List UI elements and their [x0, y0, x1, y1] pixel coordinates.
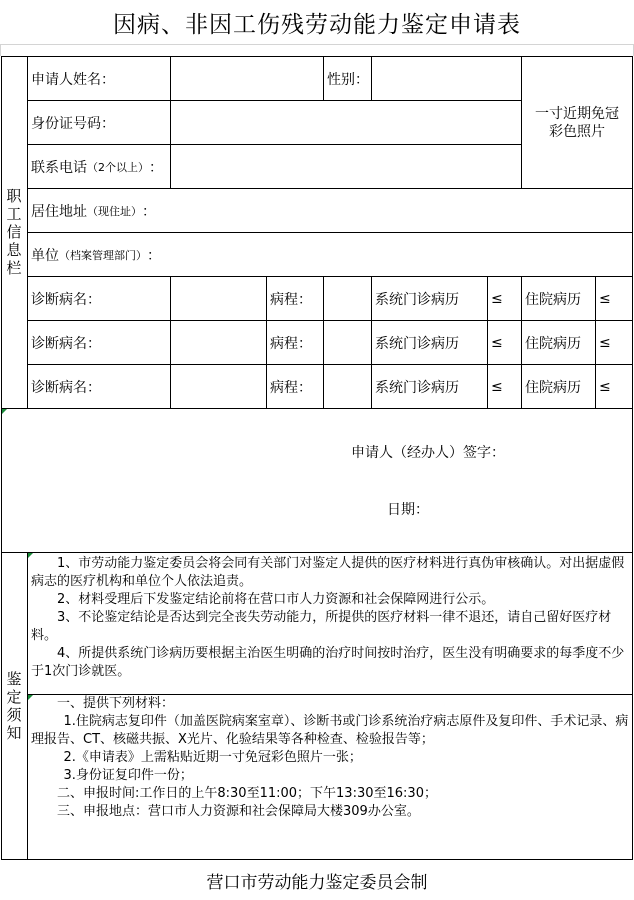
section-char: 栏: [6, 259, 22, 277]
id-number-input[interactable]: [171, 101, 524, 144]
phone-note: （2个以上）: [87, 160, 149, 174]
gender-label: 性别：: [327, 71, 369, 88]
course-label: 病程：: [270, 291, 312, 308]
gridline: [0, 44, 1, 56]
colon: ：: [149, 159, 163, 176]
phone-label-text: 联系电话: [31, 159, 87, 176]
materials-item: 1.住院病志复印件（加盖医院病案室章）、诊断书或门诊系统治疗病志原件及复印件、手术记录、病理报告、CT、核磁共振、X光片、化验结果等各种检查、检验报告等；: [31, 714, 629, 747]
diagnosis-label: 诊断病名：: [31, 379, 101, 396]
colon: ：: [147, 247, 161, 264]
outpatient-label: 系统门诊病历: [375, 335, 459, 352]
name-label: 申请人姓名：: [31, 71, 115, 88]
id-number-label: 身份证号码：: [31, 115, 115, 132]
diagnosis-label: 诊断病名：: [31, 291, 101, 308]
row-line: [1, 408, 633, 409]
name-input[interactable]: [171, 57, 326, 100]
address-label-text: 居住地址: [31, 203, 87, 220]
form-title: 因病、非因工伤残劳动能力鉴定申请表: [113, 11, 521, 38]
employer-label-text: 单位: [31, 247, 59, 264]
course-label: 病程：: [270, 379, 312, 396]
row-line: [1, 552, 633, 553]
signature-input[interactable]: [520, 440, 631, 464]
signer-label: 申请人（经办人）签字：: [351, 445, 505, 461]
notice-item: 2、材料受理后下发鉴定结论前将在营口市人力资源和社会保障网进行公示。: [57, 592, 495, 607]
photo-text-line: 彩色照片: [549, 123, 605, 140]
outpatient-label: 系统门诊病历: [375, 379, 459, 396]
le-symbol: ≤: [599, 290, 611, 307]
course-label: 病程：: [270, 335, 312, 352]
application-place: 三、申报地点：营口市人力资源和社会保障局大楼309办公室。: [57, 804, 420, 819]
materials-block: [31, 695, 630, 821]
section-char: 职: [6, 187, 22, 205]
employer-label: [28, 233, 161, 276]
table-border-right: [632, 56, 633, 860]
le-symbol: ≤: [491, 290, 503, 307]
section-char: 鉴: [6, 669, 22, 688]
colon: ：: [142, 203, 156, 220]
section-char: 信: [6, 223, 22, 241]
le-symbol: ≤: [491, 334, 503, 351]
section-char: 定: [6, 687, 22, 706]
address-note: （现住址）: [87, 204, 142, 218]
diagnosis-input[interactable]: [171, 321, 269, 364]
date-label: 日期：: [387, 502, 429, 518]
notice-item: 1、市劳动能力鉴定委员会将会同有关部门对鉴定人提供的医疗材料进行真伪审核确认。对出据虚假病志的医疗机构和单位个人依法追责。: [31, 556, 625, 589]
address-label: [28, 189, 156, 232]
diagnosis-input[interactable]: [171, 277, 269, 320]
materials-heading: 一、提供下列材料：: [57, 696, 175, 711]
application-time: 二、申报时间:工作日的上午8:30至11:00；下午13:30至16:30；: [57, 786, 437, 801]
materials-item: 2.《申请表》上需粘贴近期一寸免冠彩色照片一张；: [63, 750, 362, 765]
section-char: 知: [6, 723, 22, 742]
date-input[interactable]: [430, 497, 583, 521]
section-char: 须: [6, 705, 22, 724]
course-input[interactable]: [324, 365, 374, 408]
employer-input[interactable]: [180, 233, 633, 276]
notice-item: 3、不论鉴定结论是否达到完全丧失劳动能力，所提供的医疗材料一律不退还，请自己留好医疗材料。: [31, 610, 612, 643]
diagnosis-label: 诊断病名：: [31, 335, 101, 352]
photo-text-line: 一寸近期免冠: [535, 105, 619, 122]
photo-placeholder[interactable]: [522, 57, 632, 188]
section-divider: [27, 552, 28, 860]
inpatient-label: 住院病历: [525, 335, 581, 352]
cell-marker: [2, 409, 7, 414]
address-input[interactable]: [180, 189, 633, 232]
section-char: 息: [6, 241, 22, 259]
issuer-footer: 营口市劳动能力鉴定委员会制: [206, 872, 428, 893]
notice-items: [31, 555, 630, 681]
diagnosis-input[interactable]: [171, 365, 269, 408]
phone-label: [28, 145, 163, 188]
gender-input[interactable]: [372, 57, 524, 100]
notice-section-label: [1, 552, 27, 859]
course-input[interactable]: [324, 277, 374, 320]
outpatient-label: 系统门诊病历: [375, 291, 459, 308]
le-symbol: ≤: [599, 334, 611, 351]
course-input[interactable]: [324, 321, 374, 364]
inpatient-label: 住院病历: [525, 291, 581, 308]
gridline: [0, 44, 634, 45]
materials-item: 3.身份证复印件一份；: [63, 768, 193, 783]
section-char: 工: [6, 205, 22, 223]
phone-input[interactable]: [171, 145, 524, 188]
worker-info-section-label: [1, 56, 27, 408]
employer-note: （档案管理部门）: [59, 248, 147, 262]
le-symbol: ≤: [599, 378, 611, 395]
le-symbol: ≤: [491, 378, 503, 395]
notice-item: 4、所提供系统门诊病历要根据主治医生明确的治疗时间按时治疗，医生没有明确要求的每季度不少于1次门诊就医。: [31, 646, 625, 679]
inpatient-label: 住院病历: [525, 379, 581, 396]
